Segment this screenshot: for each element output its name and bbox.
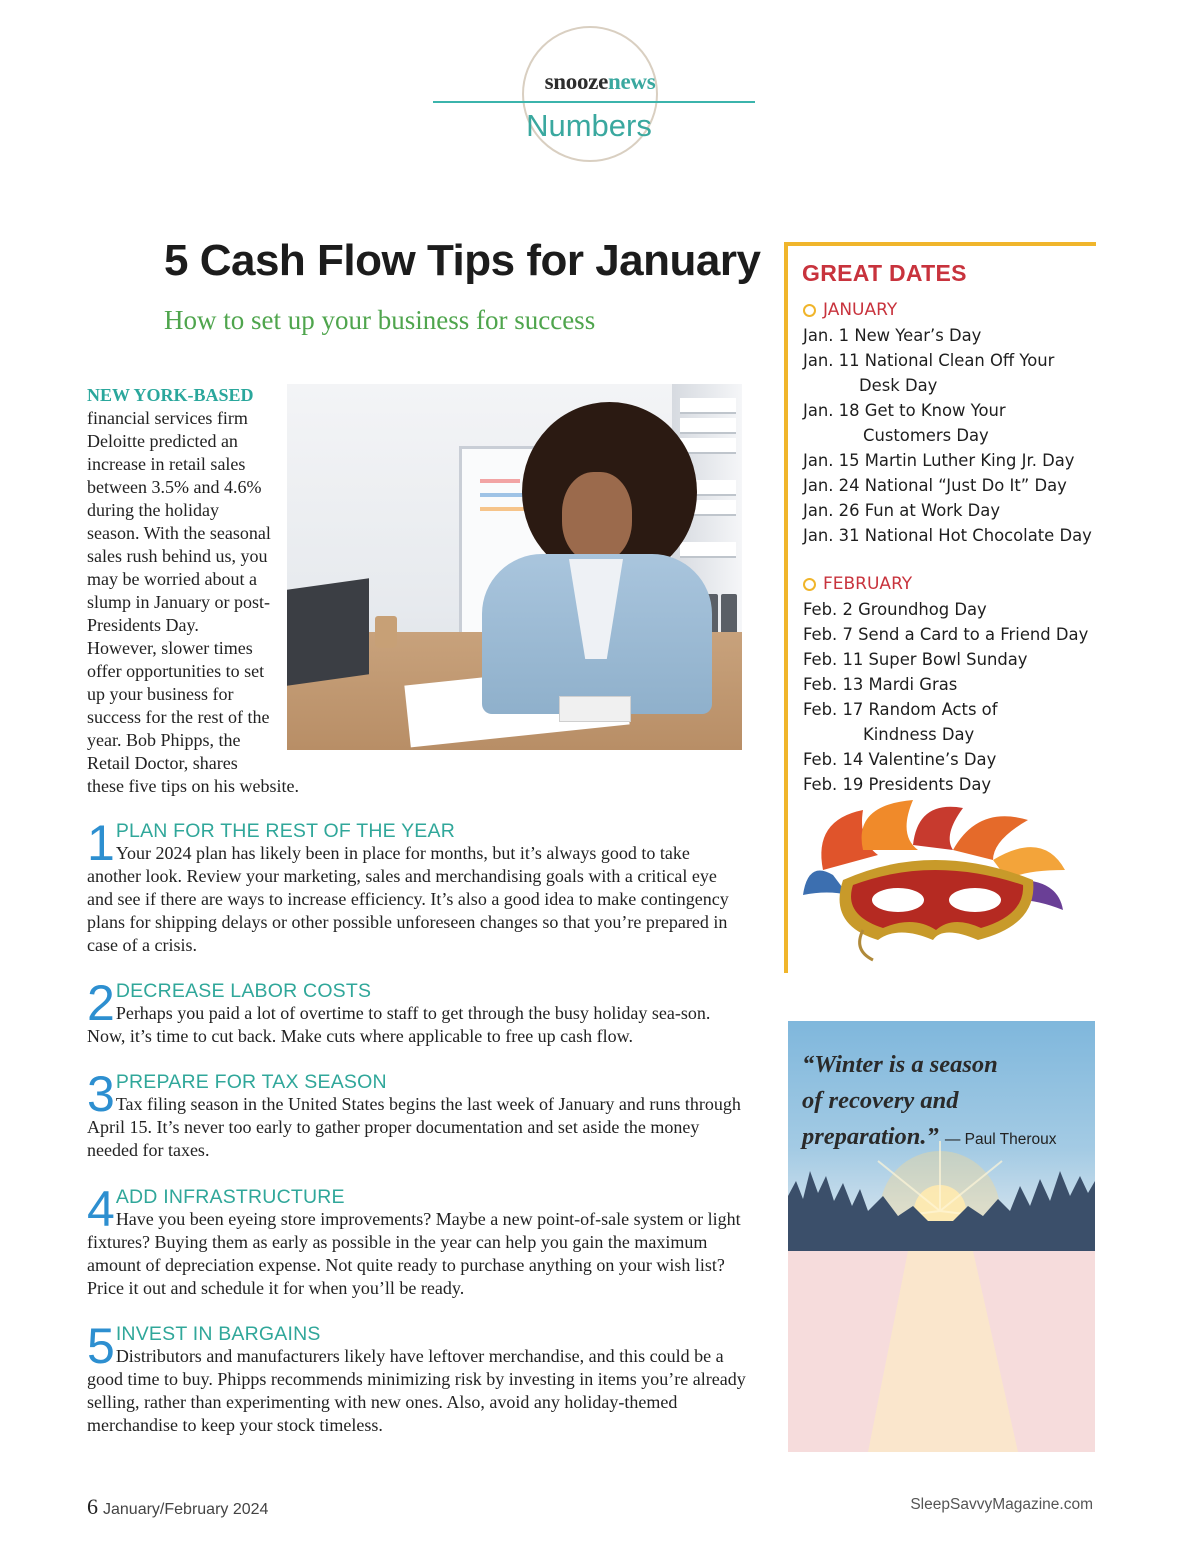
brand-logo-part1: snooze [544,69,608,94]
great-dates-title: GREAT DATES [802,260,967,286]
date-item-continued: Kindness Day [863,725,975,744]
month-label: FEBRUARY [823,574,913,594]
tip-number: 5 [87,1318,115,1374]
footer-website: SleepSavvyMagazine.com [910,1496,1093,1513]
tip-number: 3 [87,1066,115,1122]
month-heading-february [803,572,1088,597]
january-dates [803,298,1092,548]
tip-text: Tax filing season in the United States begins the last week of January and runs through April 15. It’s never too early to gather proper documentation and set aside the money needed for taxes. [87,1094,741,1160]
tip-2 [87,975,747,1048]
brand-logo-part2: news [607,69,656,94]
intro-paragraph [87,384,742,798]
date-item: Feb. 11 Super Bowl Sunday [803,650,1028,669]
section-title: Numbers [526,108,652,143]
date-item: Feb. 7 Send a Card to a Friend Day [803,625,1089,644]
brand-logo [0,69,1200,95]
date-item: Jan. 31 National Hot Chocolate Day [803,526,1092,545]
tip-text: Have you been eyeing store improvements? Maybe a new point-of-sale system or light fixtures? Buying them as early as possible in the year can help you gain the maximum amount of depreciation expense. Not quite ready to purchase anything on your wish list? Price it out and schedule it for when you’ll be ready. [87,1209,741,1298]
month-heading-january [803,298,1092,323]
tip-heading: PREPARE FOR TAX SEASON [115,1071,387,1093]
intro-text: financial services firm Deloitte predicted an increase in retail sales between 3.5% and 4.6% during the holiday season. With the seasonal sales rush behind us, you may be worried about a slump in January or post-Presidents Day. However, slower times offer opportunities to set up your business for success for the rest of the year. Bob Phipps, the Retail Doctor, shares these five tips on his website. [87,408,299,796]
date-item: Jan. 26 Fun at Work Day [803,501,1001,520]
page-number: 6 [87,1494,98,1519]
date-item: Jan. 24 National “Just Do It” Day [803,476,1067,495]
quote-line: “Winter is a season [802,1051,998,1078]
tip-4 [87,1181,747,1300]
tip-3 [87,1066,747,1162]
quote-line-text: preparation.” [802,1123,939,1150]
tip-heading: INVEST IN BARGAINS [115,1323,321,1345]
tip-text: Your 2024 plan has likely been in place for months, but it’s always good to take another look. Review your marketing, sales and merchandising goals with a critical eye and see if there are ways to increase efficiency. It’s also a good idea to make contingency plans for shipping delays or other possible unforeseen changes so that you’re prepared in case of a crisis. [87,843,729,955]
tip-number: 4 [87,1181,115,1237]
footer-issue [87,1494,268,1520]
quote-attribution: — Paul Theroux [944,1131,1057,1148]
tip-text: Distributors and manufacturers likely have leftover merchandise, and this could be a good time to buy. Phipps recommends minimizing risk by investing in items you’re already selling, rather than experimenting with new ones. Also, avoid any holiday-themed merchandise to keep your stock timeless. [87,1346,746,1435]
tip-text: Perhaps you paid a lot of overtime to staff to get through the busy holiday sea-son. Now, it’s time to cut back. Make cuts where applicable to free up cash flow. [87,1003,711,1046]
tip-heading: ADD INFRASTRUCTURE [115,1186,345,1208]
date-item: Jan. 18 Get to Know Your [803,401,1006,420]
date-item: Jan. 15 Martin Luther King Jr. Day [803,451,1075,470]
tip-heading: PLAN FOR THE REST OF THE YEAR [115,820,455,842]
quote-line: of recovery and [802,1087,959,1114]
quote-card [788,1021,1095,1452]
date-item: Feb. 14 Valentine’s Day [803,750,997,769]
article-subtitle: How to set up your business for success [164,305,596,335]
tip-number: 2 [87,975,115,1031]
issue-date: January/February 2024 [103,1501,269,1518]
february-dates [803,572,1088,797]
date-item-continued: Customers Day [863,426,989,445]
logo-rule [433,101,755,103]
intro-lead: NEW YORK-BASED [87,385,254,405]
mardi-gras-mask-image [803,800,1071,970]
circle-bullet-icon [803,578,816,591]
month-label: JANUARY [823,300,898,320]
quote-line [802,1119,1092,1158]
businesswoman-photo [287,384,742,750]
circle-bullet-icon [803,304,816,317]
date-item: Jan. 1 New Year’s Day [803,326,982,345]
date-item: Feb. 19 Presidents Day [803,775,992,794]
date-item-continued: Desk Day [859,376,938,395]
date-item: Feb. 2 Groundhog Day [803,600,987,619]
tip-heading: DECREASE LABOR COSTS [115,980,372,1002]
date-item: Feb. 17 Random Acts of [803,700,998,719]
date-item: Feb. 13 Mardi Gras [803,675,958,694]
article-title: 5 Cash Flow Tips for January [164,236,761,285]
tip-5 [87,1318,747,1437]
quote-text [802,1047,1092,1158]
tip-number: 1 [87,815,115,871]
date-item: Jan. 11 National Clean Off Your [803,351,1055,370]
tip-1 [87,815,747,957]
